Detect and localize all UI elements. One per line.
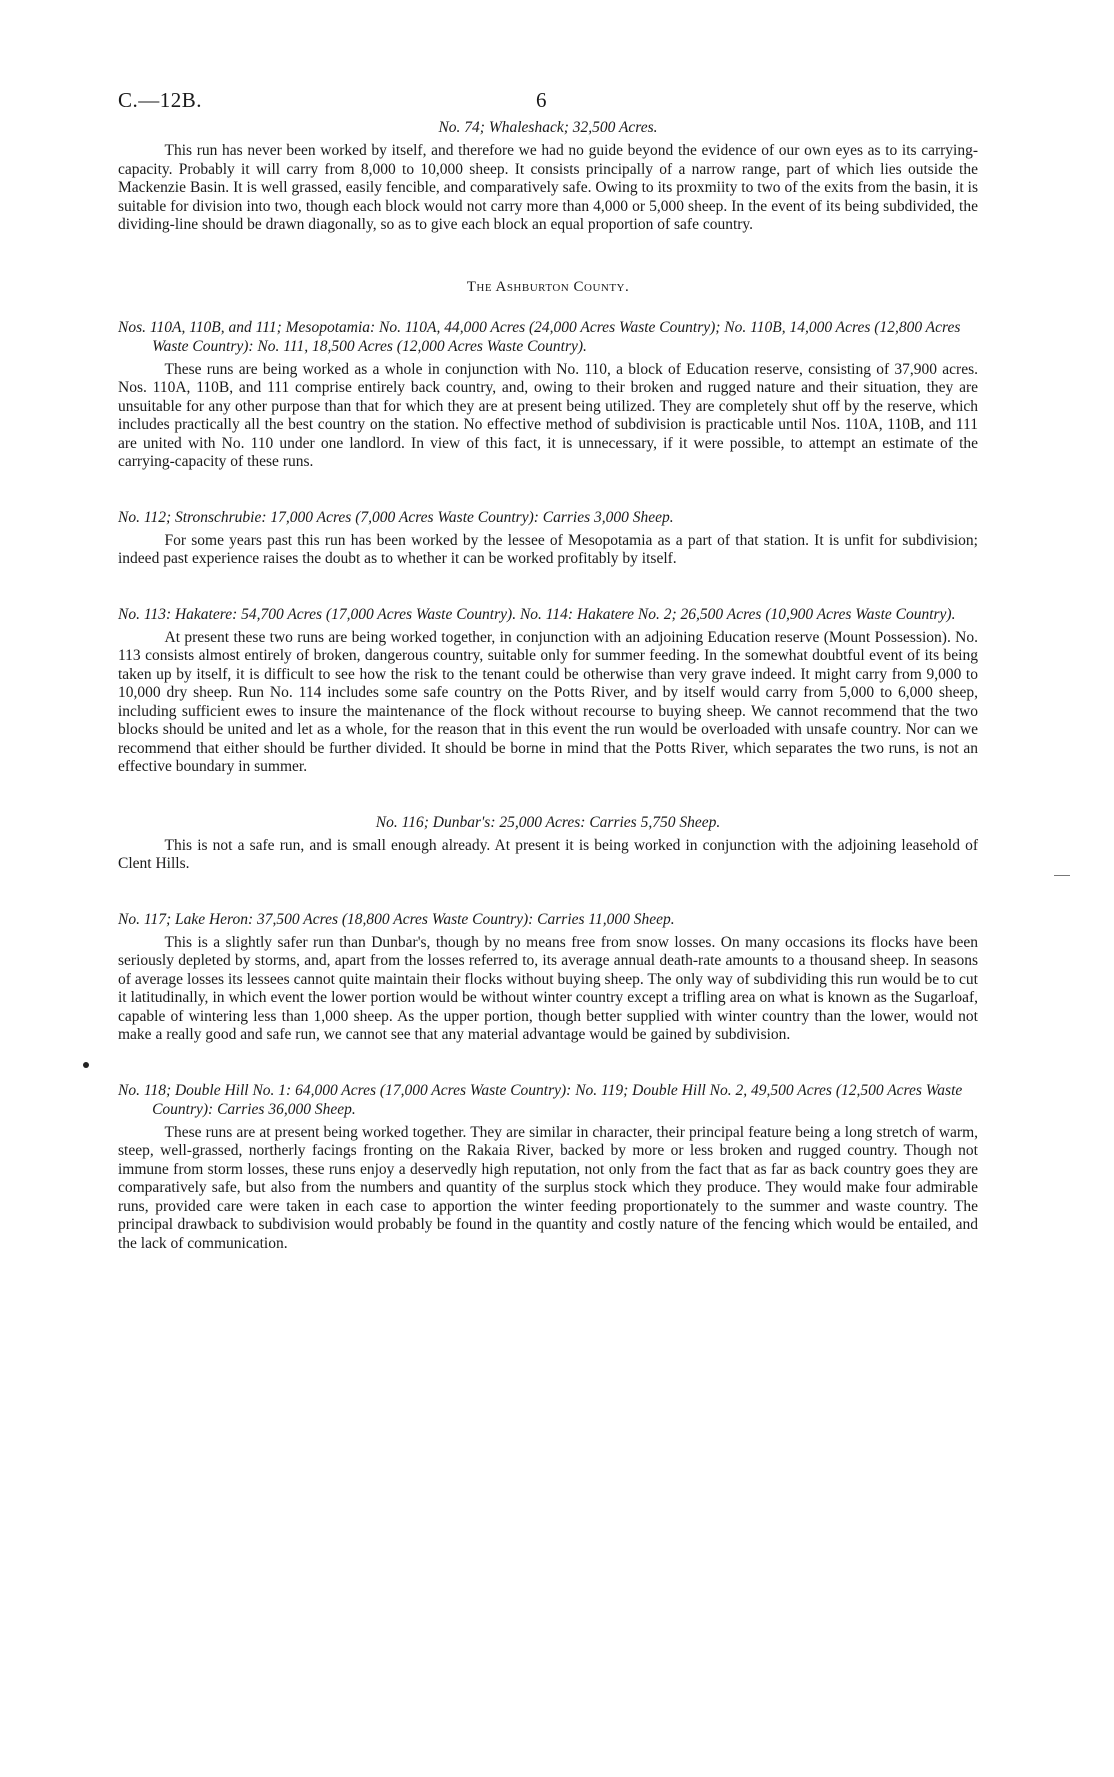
margin-dot xyxy=(83,1062,89,1068)
section-paragraph: These runs are being worked as a whole in conjunction with No. 110, a block of Education reserve, consisting of 37,900 acres. Nos. 110A, 110B, and 111 comprise entirely back country, and, owing to their broken and rugged nature and their situation, they are unsuitable for any other purpose than that for which they are at present being utilized. They are completely shut off by the reserve, which includes practically all the best country on the station. No effective method of subdivision is practicable until Nos. 110A, 110B, and 111 are united with No. 110 under one landlord. In view of this fact, it is unnecessary, if it were possible, to attempt an estimate of the carrying-capacity of these runs. xyxy=(118,360,978,470)
section-heading: No. 116; Dunbar's: 25,000 Acres: Carries 5,750 Sheep. xyxy=(375,813,721,831)
section-paragraph: This is not a safe run, and is small enough already. At present it is being worked in conjunction with the adjoining leasehold of Clent Hills. xyxy=(118,836,978,872)
document-page xyxy=(118,88,978,1253)
document-reference: C.—12B. xyxy=(118,88,203,112)
section-paragraph: This is a slightly safer run than Dunbar's, though by no means free from snow losses. On many occasions its flocks have been seriously depleted by storms, and, apart from the losses referred to, its average annual death-rate amounts to a thousand sheep. In seasons of average losses its lessees cannot quite maintain their flocks without buying sheep. The only way of subdividing this run would be to cut it latitudinally, in which event the lower portion would be without winter country except a trifling area on what is known as the Sugarloaf, capable of wintering less than 1,000 sheep. As the upper portion, though better supplied with winter country than the lower, would not make a really good and safe run, we cannot see that any material advantage would be gained by subdivision. xyxy=(118,933,978,1043)
section-stronschrubie xyxy=(118,508,978,569)
section-double-hill xyxy=(118,1081,978,1254)
section-heading: No. 113: Hakatere: 54,700 Acres (17,000 Acres Waste Country). No. 114: Hakatere No. 2; 26,500 Acres (10,900 Acres Waste Country). xyxy=(118,605,956,623)
section-heading: No. 117; Lake Heron: 37,500 Acres (18,800 Acres Waste Country): Carries 11,000 Sheep. xyxy=(118,910,675,928)
section-whaleshack xyxy=(118,118,978,235)
section-paragraph: At present these two runs are being worked together, in conjunction with an adjoining Education reserve (Mount Possession). No. 113 consists almost entirely of broken, dangerous country, suitable only for summer feeding. In the somewhat doubtful event of its being taken up by itself, it is difficult to see how the risk to the tenant could be otherwise than very grave indeed. It might carry from 9,000 to 10,000 dry sheep. Run No. 114 includes some safe country on the Potts River, and by itself would carry from 5,000 to 6,000 sheep, including sufficient ewes to insure the maintenance of the flock without recourse to buying sheep. We cannot recommend that the two blocks should be united and let as a whole, for the reason that in this event the run would be overloaded with unsafe country. Nor can we recommend that either should be further divided. It should be borne in mind that the Potts River, which separates the two runs, is not an effective boundary in summer. xyxy=(118,628,978,775)
county-heading: The Ashburton County. xyxy=(466,278,630,295)
section-paragraph: This run has never been worked by itself, and therefore we had no guide beyond the evidence of our own eyes as to its carrying-capacity. Probably it will carry from 8,000 to 10,000 sheep. It consists principally of a narrow range, part of which lies outside the Mackenzie Basin. It is well grassed, easily fencible, and comparatively safe. Owing to its proxmiity to two of the exits from the basin, it is suitable for division into two, though each block would not carry more than 4,000 or 5,000 sheep. In the event of its being subdivided, the dividing-line should be drawn diagonally, so as to give each block an equal proportion of safe country. xyxy=(118,142,978,233)
section-paragraph: These runs are at present being worked together. They are similar in character, their principal feature being a long stretch of warm, steep, well-grassed, northerly facings fronting on the Rakaia River, backed by more or less broken and rugged country. Though not immune from storm losses, these runs enjoy a deservedly high reputation, not only from the fact that as far as back country goes they are comparatively safe, but also from the numbers and quantity of the surplus stock which they produce. They would make four admirable runs, provided care were taken in each case to apportion the winter feeding proportionately to the summer and waste country. The principal drawback to subdivision would probably be found in the quantity and costly nature of the fencing which would be entailed, and the lack of communication. xyxy=(118,1123,978,1252)
section-heading: No. 74; Whaleshack; 32,500 Acres. xyxy=(438,119,658,136)
section-paragraph: For some years past this run has been worked by the lessee of Mesopotamia as a part of that station. It is unfit for subdivision; indeed past experience raises the doubt as to whether it can be worked profitably by itself. xyxy=(118,531,978,567)
section-heading: No. 112; Stronschrubie: 17,000 Acres (7,000 Acres Waste Country): Carries 3,000 Sheep. xyxy=(118,508,674,526)
page-header xyxy=(118,88,978,118)
section-heading: Nos. 110A, 110B, and 111; Mesopotamia: No. 110A, 44,000 Acres (24,000 Acres Waste Country); No. 110B, 14,000 Acres (12,800 Acres Waste Country): No. 111, 18,500 Acres (12,000 Acres Waste Country). xyxy=(118,318,961,355)
page-number: 6 xyxy=(536,88,547,112)
section-heading: No. 118; Double Hill No. 1: 64,000 Acres (17,000 Acres Waste Country): No. 119; Double Hill No. 2, 49,500 Acres (12,500 Acres Waste Country): Carries 36,000 Sheep. xyxy=(118,1081,963,1118)
section-mesopotamia xyxy=(118,279,978,472)
margin-mark xyxy=(1054,875,1070,876)
section-lake-heron xyxy=(118,910,978,1045)
section-dunbars xyxy=(118,813,978,874)
section-hakatere xyxy=(118,605,978,777)
